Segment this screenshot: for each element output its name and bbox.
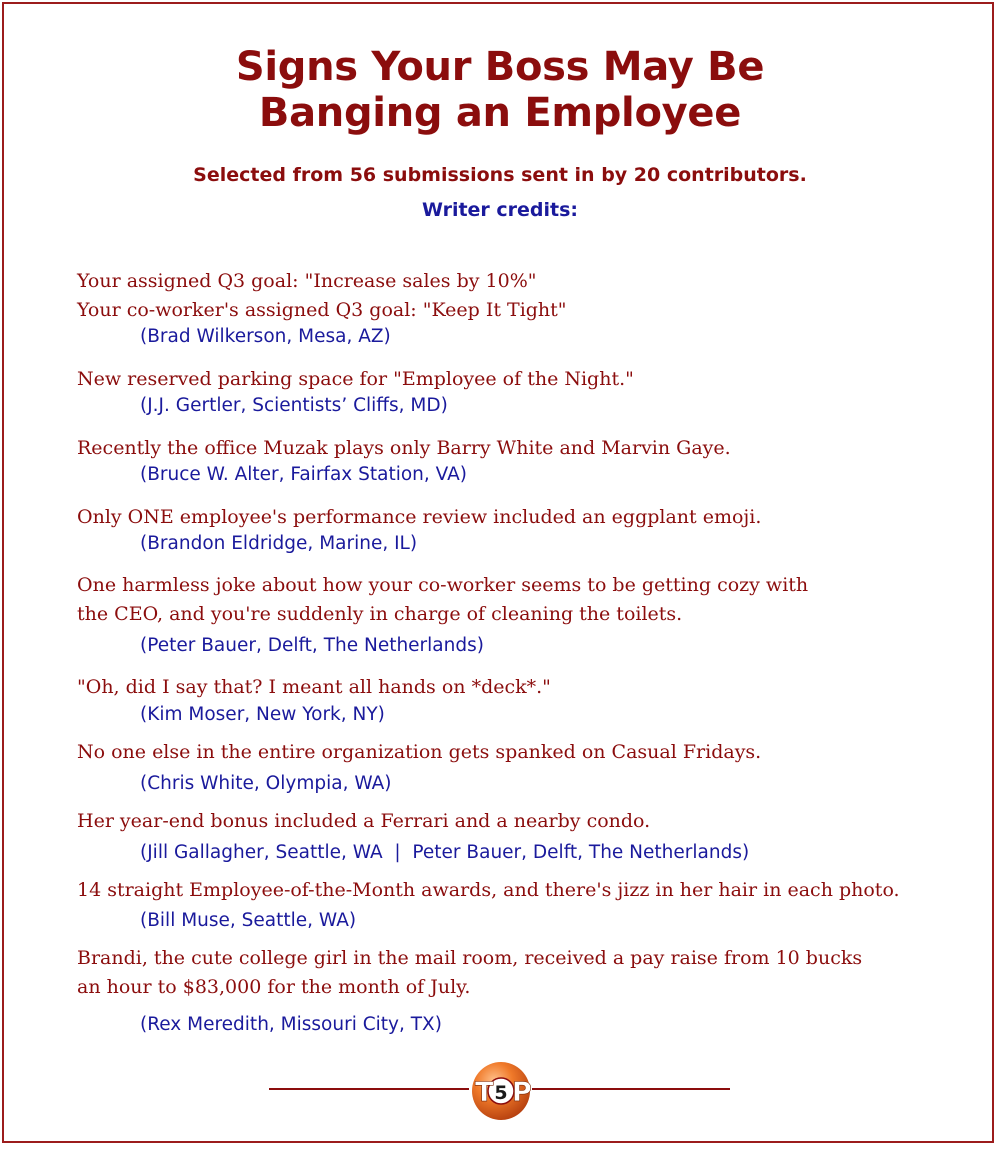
entry-3-credit: (Bruce W. Alter, Fairfax Station, VA) (140, 464, 467, 485)
writer-credits-heading: Writer credits: (421, 199, 579, 221)
entry-5-text (77, 571, 977, 629)
page-title-line2: Banging an Employee (258, 90, 742, 136)
footer-rule-left (269, 1088, 469, 1090)
entry-2-text (77, 365, 977, 394)
entry-1-credit: (Brad Wilkerson, Mesa, AZ) (140, 326, 391, 347)
entry-9-line-1: 14 straight Employee-of-the-Month awards, and there's jizz in her hair in each photo. (77, 879, 900, 901)
page-title-line1: Signs Your Boss May Be (235, 44, 765, 90)
entry-9-credit: (Bill Muse, Seattle, WA) (140, 910, 357, 931)
entry-10-text (77, 944, 977, 1002)
entry-5-line-2: the CEO, and you're suddenly in charge of cleaning the toilets. (77, 603, 683, 625)
entry-6-line-1: "Oh, did I say that? I meant all hands on *deck*." (77, 676, 551, 698)
entry-10-line-2: an hour to $83,000 for the month of July. (77, 976, 471, 998)
entry-4-credit: (Brandon Eldridge, Marine, IL) (140, 533, 418, 554)
entry-1-line-2: Your co-worker's assigned Q3 goal: "Keep It Tight" (77, 299, 567, 321)
logo-letter-p: P (512, 1077, 532, 1108)
entry-4-text (77, 503, 977, 532)
entry-4-line-1: Only ONE employee's performance review included an eggplant emoji. (77, 506, 762, 528)
entry-9-text (77, 876, 977, 905)
entry-3-line-1: Recently the office Muzak plays only Barry White and Marvin Gaye. (77, 437, 731, 459)
entry-8-line-1: Her year-end bonus included a Ferrari and a nearby condo. (77, 810, 651, 832)
entry-7-line-1: No one else in the entire organization gets spanked on Casual Fridays. (77, 741, 762, 763)
entry-6-credit: (Kim Moser, New York, NY) (140, 704, 385, 725)
entry-2-credit: (J.J. Gertler, Scientists’ Cliffs, MD) (140, 395, 448, 416)
entry-8-text (77, 807, 977, 836)
entry-6-text (77, 673, 977, 702)
entry-3-text (77, 434, 977, 463)
entry-10-line-1: Brandi, the cute college girl in the mail room, received a pay raise from 10 bucks (77, 947, 863, 969)
entry-8-credit: (Jill Gallagher, Seattle, WA | Peter Bauer, Delft, The Netherlands) (140, 842, 750, 863)
entry-5-line-1: One harmless joke about how your co-worker seems to be getting cozy with (77, 574, 809, 596)
entry-1-text (77, 267, 977, 325)
footer-rule-right (532, 1088, 730, 1090)
entry-7-text (77, 738, 977, 767)
entry-7-credit: (Chris White, Olympia, WA) (140, 773, 392, 794)
entry-2-line-1: New reserved parking space for "Employee of the Night." (77, 368, 634, 390)
submission-summary: Selected from 56 submissions sent in by 20 contributors. (193, 164, 807, 186)
logo-number: 5 (494, 1082, 508, 1104)
logo-letter-t: T (475, 1077, 494, 1108)
top5-ball-logo-icon (469, 1060, 533, 1122)
entry-10-credit: (Rex Meredith, Missouri City, TX) (140, 1014, 442, 1035)
entry-5-credit: (Peter Bauer, Delft, The Netherlands) (140, 635, 484, 656)
page-title (0, 44, 1000, 136)
entry-1-line-1: Your assigned Q3 goal: "Increase sales by 10%" (77, 270, 537, 292)
